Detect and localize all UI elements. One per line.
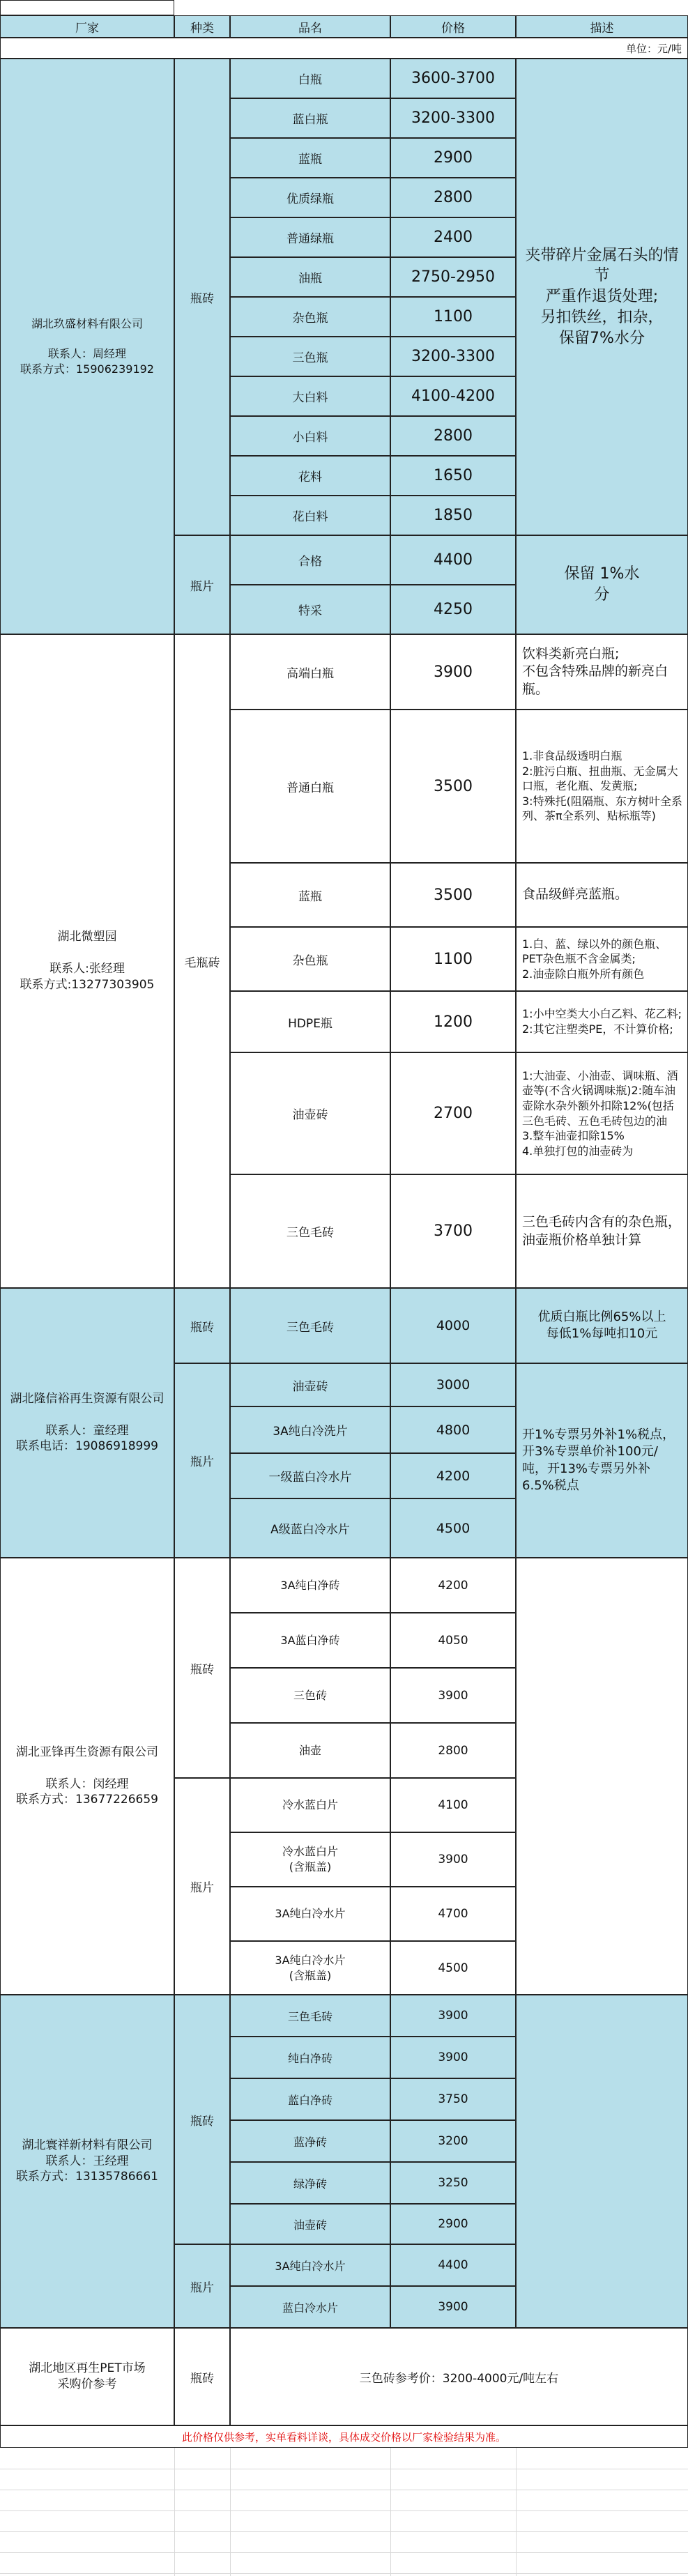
s3-price-4: 4500 [390,1498,516,1558]
s2-desc-1: 1.非食品级透明白瓶 2:脏污白瓶、扭曲瓶、无金属大口瓶，老化瓶、发黄瓶; 3:特殊托(阻隔瓶、东方树叶全系列、茶π全系列、贴标瓶等) [516,710,688,863]
s3-desc-brick: 优质白瓶比例65%以上 每低1%每吨扣10元 [516,1288,688,1363]
s1-product-12: 合格 [230,535,390,585]
s3-desc-flake: 开1%专票另外补1%税点，开3%专票单价补100元/吨，开13%专票另外补6.5%税点 [516,1363,688,1558]
s1-product-13: 特采 [230,585,390,634]
s3-price-2: 4800 [390,1406,516,1453]
s4-price-2: 3900 [390,1668,516,1723]
s1-price-0: 3600-3700 [390,59,516,98]
s2-product-2: 蓝瓶 [230,863,390,927]
s2-price-5: 2700 [390,1052,516,1174]
s1-price-3: 2800 [390,178,516,217]
s2-product-3: 杂色瓶 [230,927,390,991]
s2-desc-4: 1:小中空类大小白乙料、花乙料; 2:其它注塑类PE，不计算价格; [516,991,688,1052]
s1-product-3: 优质绿瓶 [230,178,390,217]
s4-product-3: 油壶 [230,1723,390,1778]
s5-cat-brick: 瓶砖 [174,1995,230,2244]
s1-price-9: 2800 [390,416,516,456]
s2-product-1: 普通白瓶 [230,710,390,863]
s6-reference-price: 三色砖参考价：3200-4000元/吨左右 [230,2328,688,2425]
grid-row-line [0,2552,688,2553]
s5-price-5: 2900 [390,2204,516,2244]
s1-product-8: 大白料 [230,376,390,416]
footer-disclaimer: 此价格仅供参考，实单看料详谈，具体成交价格以厂家检验结果为准。 [0,2425,688,2448]
grid-col-line [174,2448,175,2576]
s4-company: 湖北亚锋再生资源有限公司 联系人：闵经理 联系方式：13677226659 [0,1558,174,1995]
s2-desc-5: 1:大油壶、小油壶、调味瓶、酒壶等(不含火锅调味瓶)2:随车油壶除水杂外额外扣除12%(包括三色毛砖、五色毛砖包边的油 3.整车油壶扣除15% 4.单独打包的油壶砖为 [516,1052,688,1174]
s4-product-6: 3A纯白冷水片 [230,1887,390,1941]
s1-product-7: 三色瓶 [230,337,390,376]
s2-price-6: 3700 [390,1174,516,1288]
s2-desc-2: 食品级鲜亮蓝瓶。 [516,863,688,927]
s5-price-4: 3250 [390,2162,516,2204]
s1-product-1: 蓝白瓶 [230,98,390,138]
s6-company: 湖北地区再生PET市场 采购价参考 [0,2328,174,2425]
s1-product-6: 杂色瓶 [230,297,390,337]
s4-cat-brick: 瓶砖 [174,1558,230,1778]
s1-desc-flake: 保留 1%水 分 [516,535,688,634]
col-header-product: 品名 [230,15,390,38]
grid-col-line [516,2448,517,2576]
grid-col-line [230,2448,231,2576]
s3-cat-brick: 瓶砖 [174,1288,230,1363]
s1-price-4: 2400 [390,217,516,257]
s5-product-2: 蓝白净砖 [230,2078,390,2120]
s5-desc [516,1995,688,2328]
s6-category: 瓶砖 [174,2328,230,2425]
s1-product-4: 普通绿瓶 [230,217,390,257]
col-header-desc: 描述 [516,15,688,38]
s1-desc-brick: 夹带碎片金属石头的情节 严重作退货处理; 另扣铁丝，扣杂， 保留7%水分 [516,59,688,535]
s4-price-6: 4700 [390,1887,516,1941]
empty-grid [0,2448,688,2576]
s1-company: 湖北玖盛材料有限公司 联系人：周经理 联系方式：15906239192 [0,59,174,634]
s4-price-7: 4500 [390,1941,516,1995]
s5-price-1: 3900 [390,2037,516,2078]
s4-product-4: 冷水蓝白片 [230,1778,390,1832]
grid-row-line [0,2531,688,2532]
s2-product-0: 高端白瓶 [230,634,390,710]
s4-price-4: 4100 [390,1778,516,1832]
col-header-factory: 厂家 [0,15,174,38]
s1-product-10: 花料 [230,456,390,496]
s1-product-5: 油瓶 [230,257,390,297]
s4-product-7: 3A纯白冷水片 (含瓶盖) [230,1941,390,1995]
s1-price-8: 4100-4200 [390,376,516,416]
s4-price-0: 4200 [390,1558,516,1613]
s3-product-0: 三色毛砖 [230,1288,390,1363]
s5-cat-flake: 瓶片 [174,2244,230,2328]
s1-price-2: 2900 [390,138,516,178]
s4-product-0: 3A纯白净砖 [230,1558,390,1613]
s5-product-0: 三色毛砖 [230,1995,390,2037]
s1-price-1: 3200-3300 [390,98,516,138]
s1-cat-flake: 瓶片 [174,535,230,634]
s4-product-5: 冷水蓝白片 (含瓶盖) [230,1832,390,1887]
s2-desc-3: 1.白、蓝、绿以外的颜色瓶、PET杂色瓶不含金属类; 2.油壶除白瓶外所有颜色 [516,927,688,991]
s4-price-3: 2800 [390,1723,516,1778]
s2-product-4: HDPE瓶 [230,991,390,1052]
s4-product-1: 3A蓝白净砖 [230,1613,390,1668]
s5-price-6: 4400 [390,2244,516,2286]
s5-product-4: 绿净砖 [230,2162,390,2204]
s5-product-7: 蓝白冷水片 [230,2286,390,2328]
s1-price-12: 4400 [390,535,516,585]
s4-desc [516,1558,688,1995]
unit-row: 单位：元/吨 [0,38,688,59]
s2-price-0: 3900 [390,634,516,710]
s3-product-2: 3A纯白冷洗片 [230,1406,390,1453]
s1-product-11: 花白料 [230,496,390,535]
grid-row-line [0,2510,688,2511]
s5-product-5: 油壶砖 [230,2204,390,2244]
s4-price-1: 4050 [390,1613,516,1668]
s2-price-2: 3500 [390,863,516,927]
s4-product-2: 三色砖 [230,1668,390,1723]
s5-company: 湖北寰祥新材料有限公司 联系人：王经理 联系方式：13135786661 [0,1995,174,2328]
s3-price-3: 4200 [390,1453,516,1498]
s5-price-0: 3900 [390,1995,516,2037]
s1-product-0: 白瓶 [230,59,390,98]
s1-cat-brick: 瓶砖 [174,59,230,535]
s1-price-5: 2750-2950 [390,257,516,297]
s2-price-3: 1100 [390,927,516,991]
s5-price-7: 3900 [390,2286,516,2328]
s1-product-2: 蓝瓶 [230,138,390,178]
s2-category: 毛瓶砖 [174,634,230,1288]
s3-price-0: 4000 [390,1288,516,1363]
top-strip-left [0,0,174,15]
s3-company: 湖北隆信裕再生资源有限公司 联系人：童经理 联系电话：19086918999 [0,1288,174,1558]
s5-price-2: 3750 [390,2078,516,2120]
s5-price-3: 3200 [390,2120,516,2162]
s5-product-6: 3A纯白冷水片 [230,2244,390,2286]
s5-product-3: 蓝净砖 [230,2120,390,2162]
col-header-category: 种类 [174,15,230,38]
grid-col-line [390,2448,391,2576]
s4-price-5: 3900 [390,1832,516,1887]
s1-price-7: 3200-3300 [390,337,516,376]
s2-product-5: 油壶砖 [230,1052,390,1174]
s3-product-4: A级蓝白冷水片 [230,1498,390,1558]
s1-price-6: 1100 [390,297,516,337]
s2-company: 湖北微塑园 联系人:张经理 联系方式:13277303905 [0,634,174,1288]
s2-desc-0: 饮料类新亮白瓶; 不包含特殊品牌的新亮白瓶。 [516,634,688,710]
col-header-price: 价格 [390,15,516,38]
s1-price-10: 1650 [390,456,516,496]
s2-desc-6: 三色毛砖内含有的杂色瓶，油壶瓶价格单独计算 [516,1174,688,1288]
s3-cat-flake: 瓶片 [174,1363,230,1558]
s1-price-11: 1850 [390,496,516,535]
s2-product-6: 三色毛砖 [230,1174,390,1288]
s3-product-3: 一级蓝白冷水片 [230,1453,390,1498]
s2-price-1: 3500 [390,710,516,863]
s1-product-9: 小白料 [230,416,390,456]
s3-price-1: 3000 [390,1363,516,1406]
s4-cat-flake: 瓶片 [174,1778,230,1995]
s2-price-4: 1200 [390,991,516,1052]
grid-row-line [0,2573,688,2574]
s1-price-13: 4250 [390,585,516,634]
s3-product-1: 油壶砖 [230,1363,390,1406]
s5-product-1: 纯白净砖 [230,2037,390,2078]
